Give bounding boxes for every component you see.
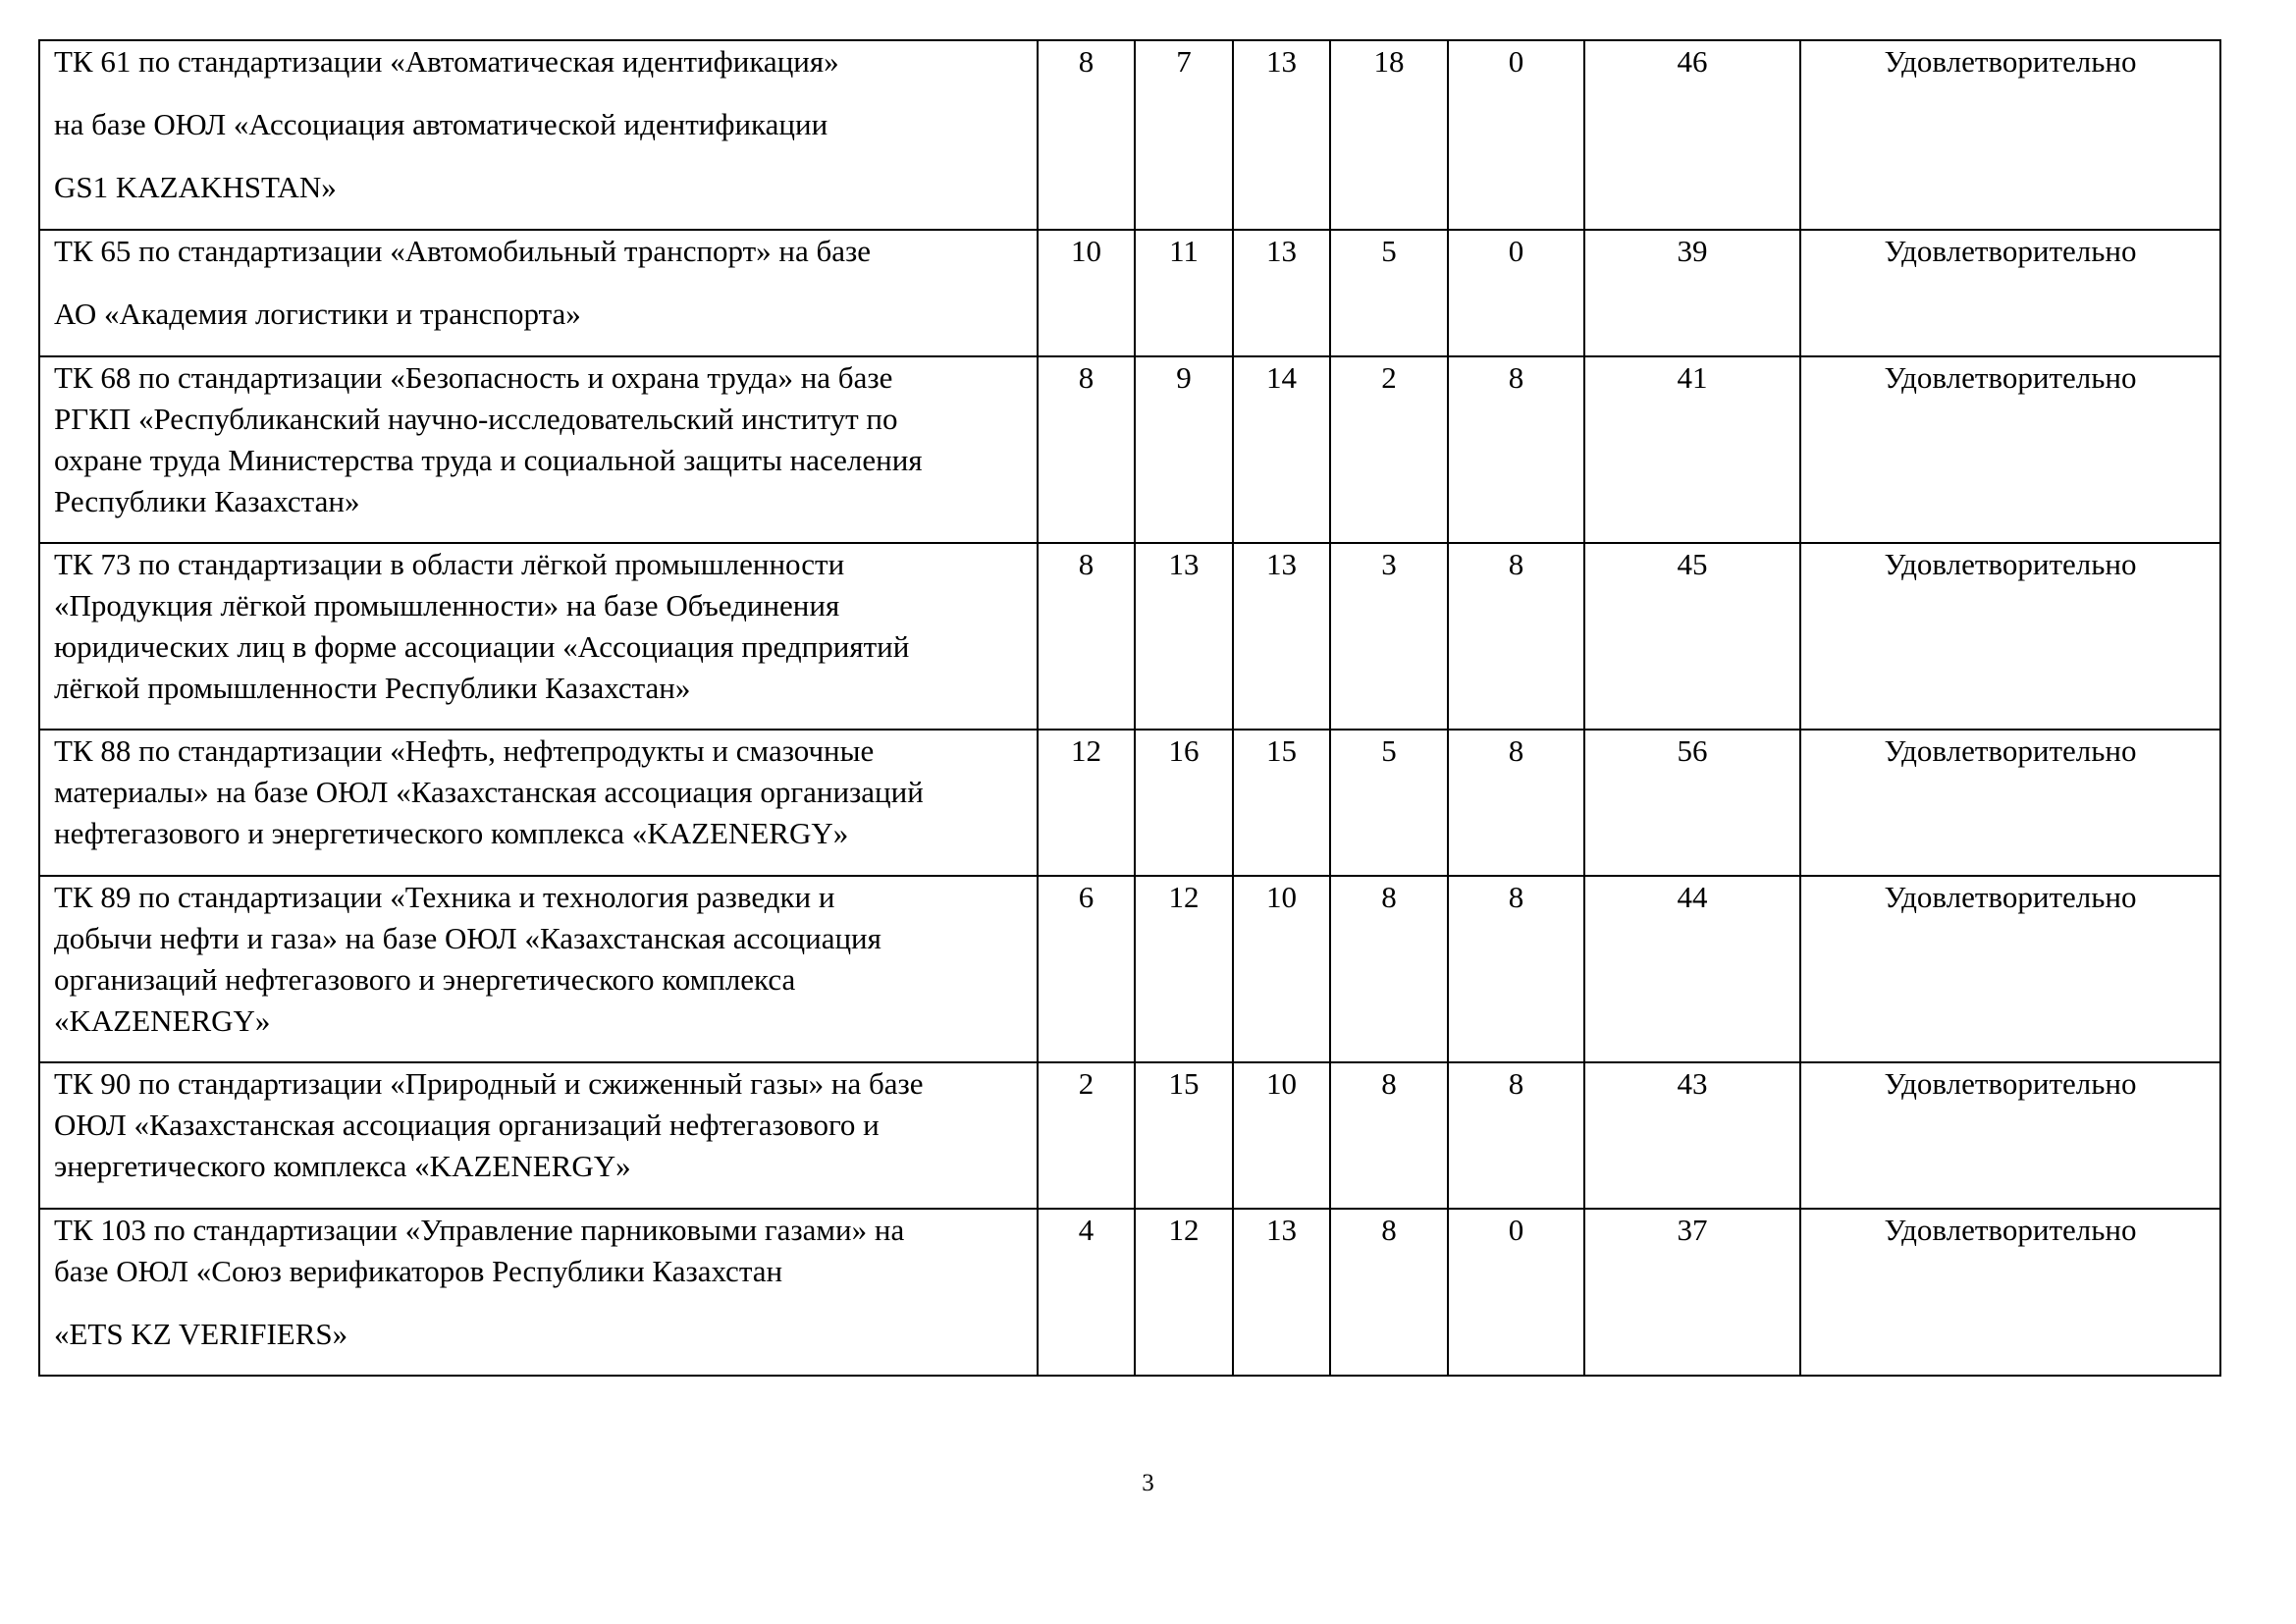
score-cell-2: 16 xyxy=(1135,730,1233,876)
committee-name-cell: ТК 89 по стандартизации «Техника и технология разведки и добычи нефти и газа» на базе ОЮЛ «Казахстанская ассоциация организаций нефтегазового и энергетического комплекса «KAZENERGY» xyxy=(39,876,1038,1062)
score-cell-5: 8 xyxy=(1448,730,1584,876)
score-cell-1: 8 xyxy=(1038,543,1135,730)
table-row xyxy=(39,1062,2220,1209)
page-number: 3 xyxy=(1142,1470,1154,1496)
score-cell-2: 15 xyxy=(1135,1062,1233,1209)
score-cell-2: 7 xyxy=(1135,40,1233,230)
total-score-cell: 56 xyxy=(1584,730,1800,876)
score-cell-5: 0 xyxy=(1448,40,1584,230)
score-cell-4: 2 xyxy=(1330,356,1448,543)
score-cell-4: 18 xyxy=(1330,40,1448,230)
score-cell-3: 13 xyxy=(1233,543,1330,730)
table-row xyxy=(39,543,2220,730)
result-cell: Удовлетворительно xyxy=(1800,543,2220,730)
score-cell-5: 8 xyxy=(1448,543,1584,730)
committee-name-cell: ТК 73 по стандартизации в области лёгкой промышленности «Продукция лёгкой промышленности» на базе Объединения юридических лиц в форме ассоциации «Ассоциация предприятий лёгкой промышленности Республики Казахстан» xyxy=(39,543,1038,730)
score-cell-5: 8 xyxy=(1448,876,1584,1062)
score-cell-1: 10 xyxy=(1038,230,1135,356)
score-cell-3: 13 xyxy=(1233,40,1330,230)
score-cell-4: 8 xyxy=(1330,1209,1448,1376)
committee-name-cell: ТК 65 по стандартизации «Автомобильный транспорт» на базе АО «Академия логистики и транспорта» xyxy=(39,230,1038,356)
score-cell-3: 10 xyxy=(1233,876,1330,1062)
score-cell-1: 8 xyxy=(1038,40,1135,230)
total-score-cell: 39 xyxy=(1584,230,1800,356)
score-cell-1: 8 xyxy=(1038,356,1135,543)
table-row xyxy=(39,230,2220,356)
total-score-cell: 41 xyxy=(1584,356,1800,543)
total-score-cell: 37 xyxy=(1584,1209,1800,1376)
table-row xyxy=(39,730,2220,876)
score-cell-4: 5 xyxy=(1330,230,1448,356)
total-score-cell: 45 xyxy=(1584,543,1800,730)
result-cell: Удовлетворительно xyxy=(1800,1062,2220,1209)
result-cell: Удовлетворительно xyxy=(1800,356,2220,543)
score-cell-3: 14 xyxy=(1233,356,1330,543)
score-cell-4: 5 xyxy=(1330,730,1448,876)
committee-rating-table xyxy=(38,39,2221,1377)
table-row xyxy=(39,876,2220,1062)
score-cell-3: 13 xyxy=(1233,1209,1330,1376)
score-cell-1: 6 xyxy=(1038,876,1135,1062)
score-cell-3: 15 xyxy=(1233,730,1330,876)
score-cell-1: 4 xyxy=(1038,1209,1135,1376)
score-cell-5: 0 xyxy=(1448,230,1584,356)
score-cell-3: 10 xyxy=(1233,1062,1330,1209)
total-score-cell: 46 xyxy=(1584,40,1800,230)
score-cell-3: 13 xyxy=(1233,230,1330,356)
score-cell-2: 12 xyxy=(1135,1209,1233,1376)
score-cell-4: 3 xyxy=(1330,543,1448,730)
result-cell: Удовлетворительно xyxy=(1800,876,2220,1062)
score-cell-4: 8 xyxy=(1330,1062,1448,1209)
score-cell-2: 13 xyxy=(1135,543,1233,730)
result-cell: Удовлетворительно xyxy=(1800,40,2220,230)
result-cell: Удовлетворительно xyxy=(1800,230,2220,356)
committee-name-cell: ТК 68 по стандартизации «Безопасность и охрана труда» на базе РГКП «Республиканский научно-исследовательский институт по охране труда Министерства труда и социальной защиты населения Республики Казахстан» xyxy=(39,356,1038,543)
committee-name-cell: ТК 61 по стандартизации «Автоматическая идентификация» на базе ОЮЛ «Ассоциация автоматической идентификации GS1 KAZAKHSTAN» xyxy=(39,40,1038,230)
table-row xyxy=(39,40,2220,230)
table-row xyxy=(39,1209,2220,1376)
table-row xyxy=(39,356,2220,543)
score-cell-4: 8 xyxy=(1330,876,1448,1062)
score-cell-5: 8 xyxy=(1448,1062,1584,1209)
committee-name-cell: ТК 103 по стандартизации «Управление парниковыми газами» на базе ОЮЛ «Союз верификаторов Республики Казахстан «ETS KZ VERIFIERS» xyxy=(39,1209,1038,1376)
result-cell: Удовлетворительно xyxy=(1800,730,2220,876)
score-cell-1: 2 xyxy=(1038,1062,1135,1209)
score-cell-5: 8 xyxy=(1448,356,1584,543)
result-cell: Удовлетворительно xyxy=(1800,1209,2220,1376)
score-cell-2: 12 xyxy=(1135,876,1233,1062)
score-cell-2: 11 xyxy=(1135,230,1233,356)
committee-name-cell: ТК 90 по стандартизации «Природный и сжиженный газы» на базе ОЮЛ «Казахстанская ассоциация организаций нефтегазового и энергетического комплекса «KAZENERGY» xyxy=(39,1062,1038,1209)
score-cell-1: 12 xyxy=(1038,730,1135,876)
score-cell-5: 0 xyxy=(1448,1209,1584,1376)
total-score-cell: 44 xyxy=(1584,876,1800,1062)
total-score-cell: 43 xyxy=(1584,1062,1800,1209)
committee-name-cell: ТК 88 по стандартизации «Нефть, нефтепродукты и смазочные материалы» на базе ОЮЛ «Казахстанская ассоциация организаций нефтегазового и энергетического комплекса «KAZENERGY» xyxy=(39,730,1038,876)
score-cell-2: 9 xyxy=(1135,356,1233,543)
